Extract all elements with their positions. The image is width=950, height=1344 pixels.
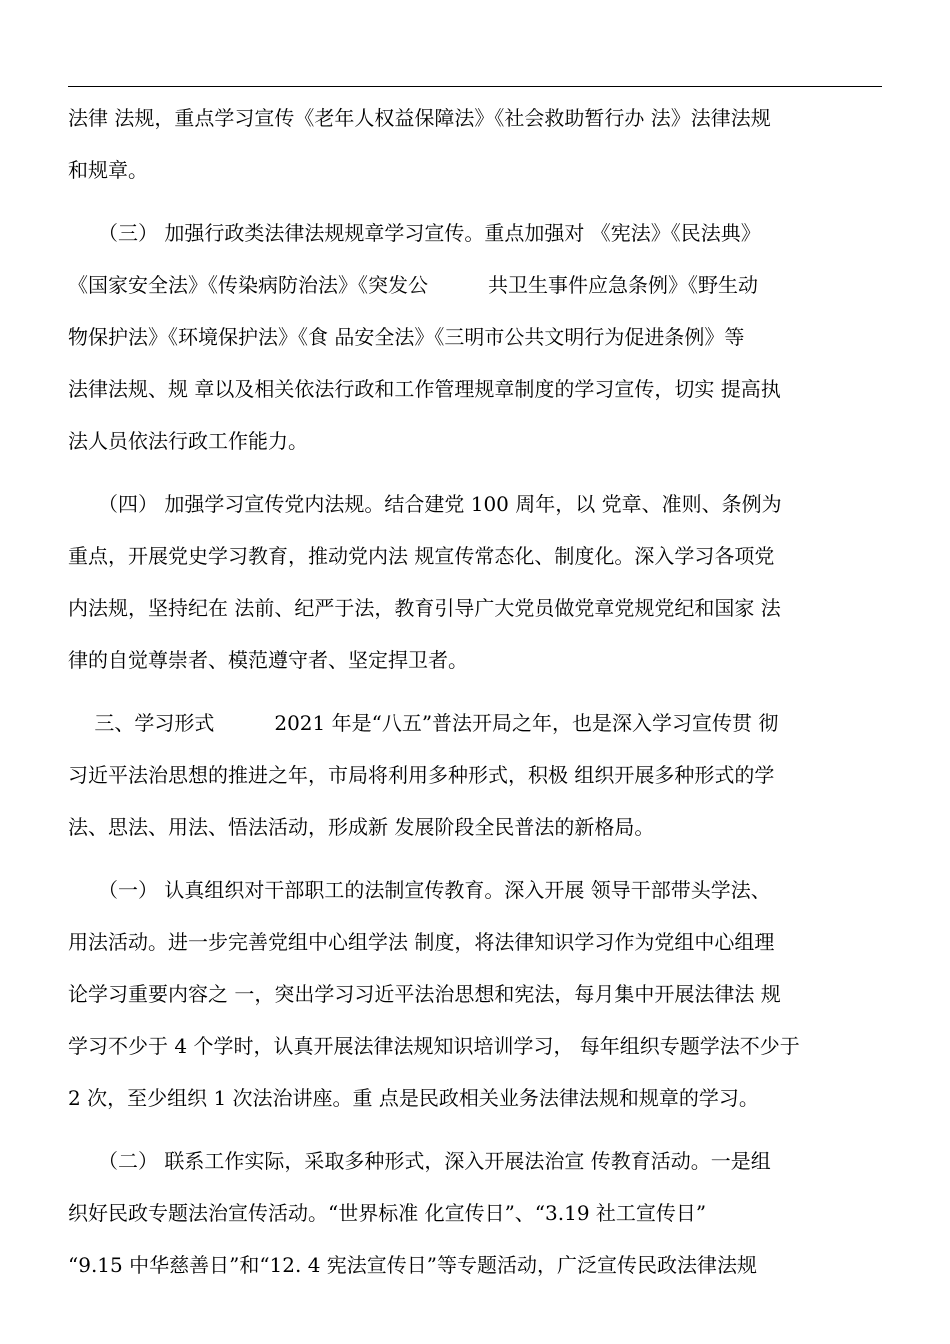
text-line: 三、学习形式 2021 年是“八五”普法开局之年，也是深入学习宣传贯 彻 — [68, 711, 779, 735]
text-line: 用法活动。进一步完善党组中心组学法 制度，将法律知识学习作为党组中心组理 — [68, 930, 775, 954]
text-line: 2 次，至少组织 1 次法治讲座。重 点是民政相关业务法律法规和规章的学习。 — [68, 1086, 759, 1110]
text-line: 内法规，坚持纪在 法前、纪严于法，教育引导广大党员做党章党规党纪和国家 法 — [68, 596, 781, 620]
text-line: （一） 认真组织对干部职工的法制宣传教育。深入开展 领导干部带头学法、 — [68, 878, 771, 902]
text-line: （四） 加强学习宣传党内法规。结合建党 100 周年，以 党章、准则、条例为 — [68, 492, 782, 516]
paragraph-gap — [68, 1124, 882, 1135]
text-line: 法律法规、规 章以及相关依法行政和工作管理规章制度的学习宣传，切实 提高执 — [68, 377, 781, 401]
paragraph-gap — [68, 686, 882, 697]
text-line: 论学习重要内容之 一，突出学习习近平法治思想和宪法，每月集中开展法律法 规 — [68, 982, 781, 1006]
text-line: 和规章。 — [68, 158, 148, 182]
text-line: 法律 法规，重点学习宣传《老年人权益保障法》《社会救助暂行办 法》法律法规 — [68, 106, 771, 130]
header-rule — [68, 86, 882, 87]
text-line: 习近平法治思想的推进之年，市局将利用多种形式，积极 组织开展多种形式的学 — [68, 763, 775, 787]
text-line: 法、思法、用法、悟法活动，形成新 发展阶段全民普法的新格局。 — [68, 815, 655, 839]
text-line: 律的自觉尊崇者、模范遵守者、坚定捍卫者。 — [68, 648, 468, 672]
paragraph-gap — [68, 853, 882, 864]
text-line: 学习不少于 4 个学时，认真开展法律法规知识培训学习， 每年组织专题学法不少于 — [68, 1034, 800, 1058]
text-line: （二） 联系工作实际，采取多种形式，深入开展法治宣 传教育活动。一是组 — [68, 1149, 771, 1173]
paragraph-gap — [68, 196, 882, 207]
text-line: 《国家安全法》《传染病防治法》《突发公 共卫生事件应急条例》《野生动 — [68, 273, 758, 297]
document-body — [68, 92, 882, 1291]
text-line: 物保护法》《环境保护法》《食 品安全法》《三明市公共文明行为促进条例》等 — [68, 325, 745, 349]
text-line: 法人员依法行政工作能力。 — [68, 429, 308, 453]
paragraph-gap — [68, 467, 882, 478]
text-line: 重点，开展党史学习教育，推动党内法 规宣传常态化、制度化。深入学习各项党 — [68, 544, 775, 568]
text-line: （三） 加强行政类法律法规规章学习宣传。重点加强对 《宪法》《民法典》 — [68, 221, 761, 245]
text-line: “9.15 中华慈善日”和“12. 4 宪法宣传日”等专题活动，广泛宣传民政法律法规 — [68, 1253, 758, 1277]
text-line: 织好民政专题法治宣传活动。“世界标准 化宣传日”、“3.19 社工宣传日” — [68, 1201, 707, 1225]
